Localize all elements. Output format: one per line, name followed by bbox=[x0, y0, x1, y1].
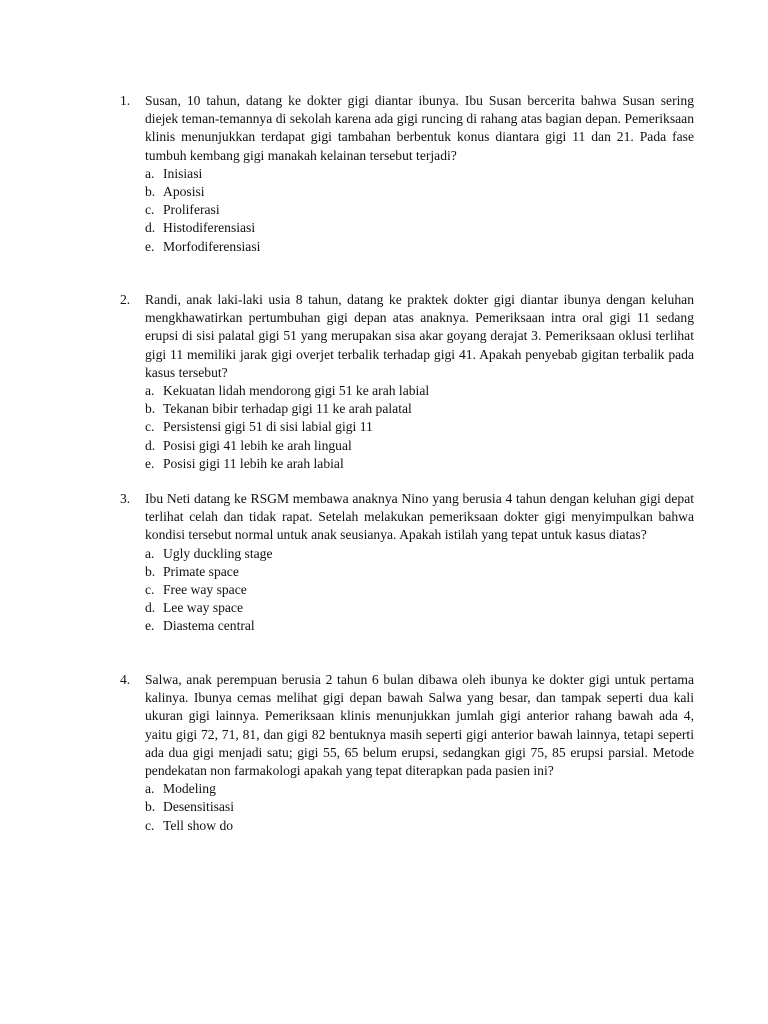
option-text: Persistensi gigi 51 di sisi labial gigi 11 bbox=[163, 419, 373, 435]
option-text: Aposisi bbox=[163, 184, 205, 200]
option-text: Tekanan bibir terhadap gigi 11 ke arah palatal bbox=[163, 401, 412, 417]
question-number: 2. bbox=[120, 292, 131, 307]
question-text: Salwa, anak perempuan berusia 2 tahun 6 bulan dibawa oleh ibunya ke dokter gigi untuk pertama kalinya. Ibunya cemas melihat gigi depan bawah Salwa yang besar, dan tampak seperti dua kali ukuran gigi lainnya. Pemeriksaan klinis menunjukkan jumlah gigi anterior rahang bawah ada 4, yaitu gigi 72, 71, 81, dan gigi 82 bentuknya masih seperti gigi anterior bawah lainnya, tetapi seperti ada dua gigi menjadi satu; gigi 55, 65 belum erupsi, sedangkan gigi 75, 85 erupsi parsial. Metode pendekatan non farmakologi apakah yang tepat diterapkan pada pasien ini? bbox=[145, 672, 694, 779]
option-a bbox=[145, 382, 694, 400]
option-letter: e. bbox=[145, 238, 155, 254]
question-text: Susan, 10 tahun, datang ke dokter gigi diantar ibunya. Ibu Susan bercerita bahwa Susan sering diejek teman-temannya di sekolah karena ada gigi runcing di rahang atas bagian depan. Pemeriksaan klinis menunjukkan terdapat gigi tambahan berbentuk konus diantara gigi 11 dan 21. Pada fase tumbuh kembang gigi manakah kelainan tersebut terjadi? bbox=[145, 93, 694, 163]
option-letter: b. bbox=[145, 401, 156, 417]
option-letter: c. bbox=[145, 582, 155, 598]
question-text: Ibu Neti datang ke RSGM membawa anaknya Nino yang berusia 4 tahun dengan keluhan gigi depat terlihat celah dan tidak rapat. Setelah melakukan pemeriksaan dokter gigi menyimpulkan bahwa kondisi tersebut normal untuk anak seusianya. Apakah istilah yang tepat untuk kasus diatas? bbox=[145, 491, 694, 543]
option-letter: c. bbox=[145, 817, 155, 833]
option-text: Free way space bbox=[163, 582, 247, 598]
option-b bbox=[145, 563, 694, 581]
option-c bbox=[145, 418, 694, 436]
option-b bbox=[145, 798, 694, 816]
option-letter: b. bbox=[145, 563, 156, 579]
option-letter: a. bbox=[145, 165, 155, 181]
option-letter: a. bbox=[145, 545, 155, 561]
option-text: Tell show do bbox=[163, 817, 234, 833]
question-text: Randi, anak laki-laki usia 8 tahun, datang ke praktek dokter gigi diantar ibunya dengan keluhan mengkhawatirkan pertumbuhan gigi depan atas anaknya. Pemeriksaan intra oral gigi 11 sedang erupsi di sisi palatal gigi 51 yang merupakan sisa akar goyang derajat 3. Pemeriksaan oklusi terlihat gigi 11 memiliki jarak gigi overjet terbalik terhadap gigi 41. Apakah penyebab gigitan terbalik pada kasus tersebut? bbox=[145, 292, 694, 380]
option-text: Proliferasi bbox=[163, 202, 220, 218]
options-list bbox=[145, 780, 694, 835]
option-d bbox=[145, 599, 694, 617]
option-text: Posisi gigi 41 lebih ke arah lingual bbox=[163, 437, 352, 453]
option-a bbox=[145, 545, 694, 563]
question-3 bbox=[120, 490, 694, 636]
option-text: Desensitisasi bbox=[163, 799, 234, 815]
option-d bbox=[145, 437, 694, 455]
question-1 bbox=[120, 92, 694, 256]
option-letter: d. bbox=[145, 437, 156, 453]
option-a bbox=[145, 780, 694, 798]
option-letter: e. bbox=[145, 455, 155, 471]
question-4 bbox=[120, 671, 694, 835]
question-number: 3. bbox=[120, 491, 131, 506]
option-text: Ugly duckling stage bbox=[163, 545, 273, 561]
option-text: Modeling bbox=[163, 781, 216, 797]
option-letter: a. bbox=[145, 781, 155, 797]
option-letter: d. bbox=[145, 220, 156, 236]
option-a bbox=[145, 165, 694, 183]
option-b bbox=[145, 400, 694, 418]
option-letter: b. bbox=[145, 799, 156, 815]
question-number: 4. bbox=[120, 672, 131, 687]
option-b bbox=[145, 183, 694, 201]
option-letter: c. bbox=[145, 419, 155, 435]
option-text: Posisi gigi 11 lebih ke arah labial bbox=[163, 455, 344, 471]
option-e bbox=[145, 238, 694, 256]
option-text: Kekuatan lidah mendorong gigi 51 ke arah labial bbox=[163, 383, 430, 399]
option-c bbox=[145, 817, 694, 835]
option-text: Inisiasi bbox=[163, 165, 203, 181]
option-letter: a. bbox=[145, 383, 155, 399]
option-d bbox=[145, 219, 694, 237]
option-letter: d. bbox=[145, 600, 156, 616]
options-list bbox=[145, 382, 694, 473]
option-letter: c. bbox=[145, 202, 155, 218]
question-number: 1. bbox=[120, 93, 131, 108]
options-list bbox=[145, 165, 694, 256]
option-letter: b. bbox=[145, 184, 156, 200]
option-c bbox=[145, 581, 694, 599]
question-2 bbox=[120, 291, 694, 473]
option-text: Primate space bbox=[163, 563, 239, 579]
option-e bbox=[145, 455, 694, 473]
option-text: Diastema central bbox=[163, 618, 255, 634]
option-text: Histodiferensiasi bbox=[163, 220, 256, 236]
option-e bbox=[145, 617, 694, 635]
option-c bbox=[145, 201, 694, 219]
options-list bbox=[145, 545, 694, 636]
option-letter: e. bbox=[145, 618, 155, 634]
option-text: Morfodiferensiasi bbox=[163, 238, 261, 254]
option-text: Lee way space bbox=[163, 600, 244, 616]
